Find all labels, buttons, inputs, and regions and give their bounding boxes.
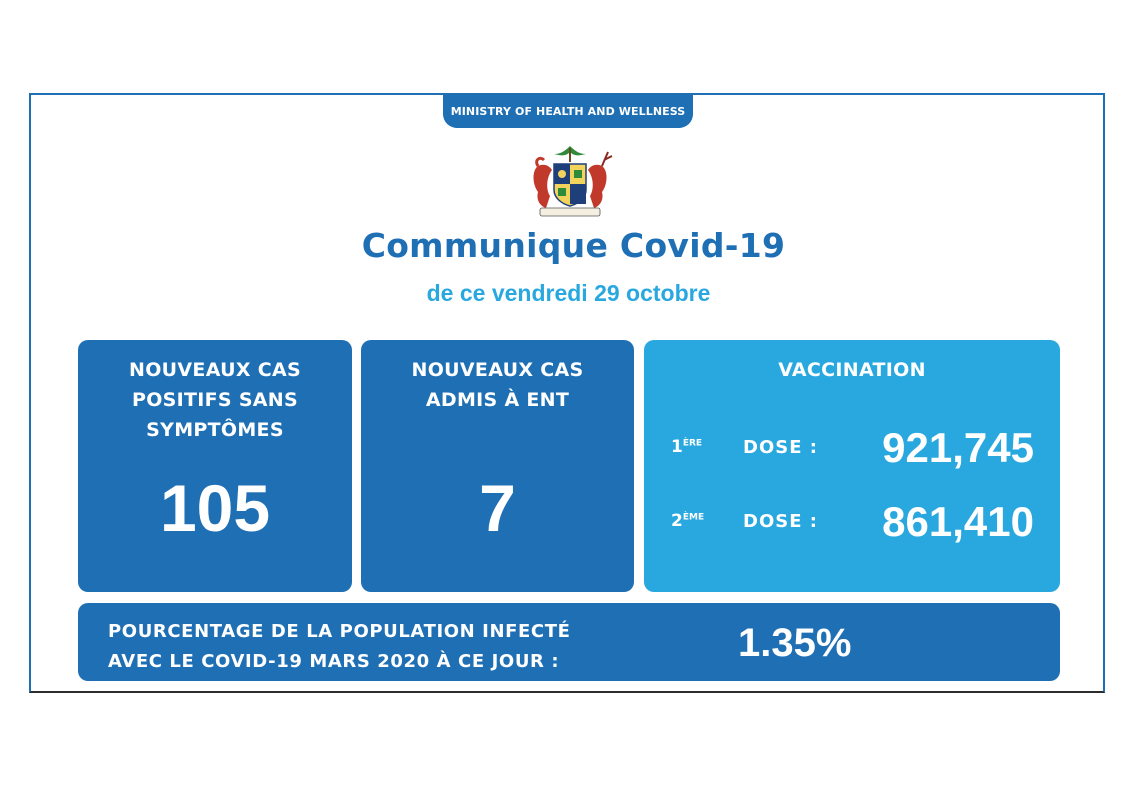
dose-value: 861,410 [882, 498, 1034, 545]
card-sans-symptomes [78, 340, 352, 592]
dose-row-second [644, 500, 1060, 550]
dose-ordinal: 2ÈME [671, 511, 705, 531]
dose-row-first [644, 426, 1060, 476]
card-sans-symptomes-value: 105 [159, 471, 271, 545]
ministry-banner [443, 95, 693, 128]
card-sans-symptomes-label: NOUVEAUX CAS POSITIFS SANS SYMPTÔMES [129, 359, 301, 441]
page-subtitle: de ce vendredi 29 octobre [426, 280, 711, 306]
card-pourcentage-infecte [78, 603, 1060, 681]
card-admis-ent [361, 340, 634, 592]
coat-of-arms-icon [524, 144, 616, 220]
card-pourcentage-value: 1.35% [738, 621, 852, 665]
dose-label: DOSE : [743, 437, 818, 458]
dose-label: DOSE : [743, 511, 818, 532]
dose-value: 921,745 [882, 424, 1034, 471]
card-pourcentage-label: POURCENTAGE DE LA POPULATION INFECTÉ AVEC LE COVID-19 MARS 2020 À CE JOUR : [108, 621, 571, 672]
card-vaccination [644, 340, 1060, 592]
card-admis-ent-value: 7 [479, 471, 516, 545]
ministry-label: MINISTRY OF HEALTH AND WELLNESS [450, 105, 686, 118]
page-title: Communique Covid-19 [361, 226, 786, 265]
card-admis-ent-label: NOUVEAUX CAS ADMIS À ENT [411, 359, 584, 411]
card-vaccination-label: VACCINATION [778, 359, 926, 381]
dose-ordinal: 1ÈRE [671, 437, 703, 457]
